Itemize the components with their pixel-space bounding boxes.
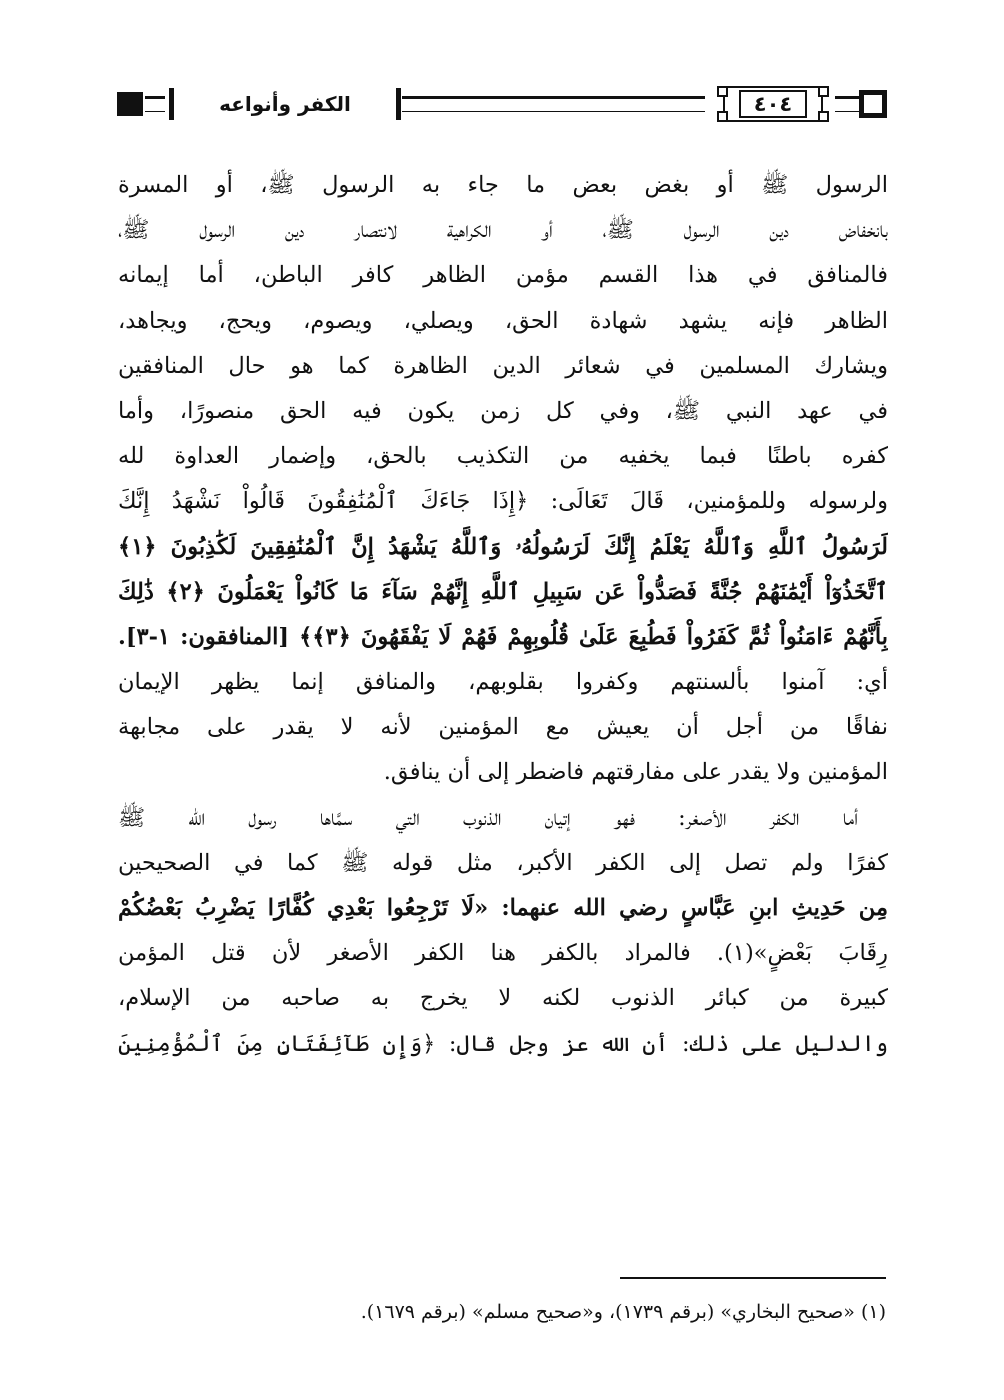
text-line: كبيرة من كبائر الذنوب لكنه لا يخرج به صاحبه من الإسلام، (118, 985, 888, 1012)
text-line: كفره باطنًا فبما يخفيه من التكذيب بالحق، وإضمار العداوة لله (118, 443, 888, 470)
header-ornament-right (859, 90, 887, 118)
text-line: بانخفاض دين الرسول ﷺ، أو الكراهية لانتصار دين الرسول ﷺ، (118, 217, 888, 244)
text-line: ويشارك المسلمين في شعائر الدين الظاهرة كما هو حال المنافقين (118, 352, 888, 379)
frame-corner-ornament (717, 86, 728, 97)
text-line: في عهد النبي ﷺ، وفي كل زمن يكون فيه الحق منصورًا، وأما (118, 397, 888, 424)
quran-verse-line: لَرَسُولُ ٱللَّهِ وَٱللَّهُ يَعْلَمُ إِنَّكَ لَرَسُولُهُۥ وَٱللَّهُ يَشْهَدُ إِنَّ ٱلْمُنَٰفِقِينَ لَكَٰذِبُونَ ﴿١﴾ (118, 533, 888, 560)
page-number: ٤٠٤ (753, 92, 793, 116)
hadith-line: مِن حَدِيثِ ابنِ عَبَّاسٍ رضي الله عنهما: «لَا تَرْجِعُوا بَعْدِي كُفَّارًا يَضْرِبُ بَعْضُكُمْ (118, 895, 888, 921)
header-bar (169, 88, 174, 120)
text-line: نفاقًا من أجل أن يعيش مع المؤمنين لأنه لا يقدر على مجابهة (118, 714, 888, 741)
frame-corner-ornament (717, 111, 728, 122)
running-header (117, 86, 887, 122)
footnote-separator (620, 1277, 886, 1279)
frame-corner-ornament (818, 86, 829, 97)
paragraph-first-line: أما الكفر الأصغر: فهو إتيان الذنوب التي سمَّاها رسول الله ﷺ (118, 804, 858, 831)
text-line: الرسول ﷺ أو بغض بعض ما جاء به الرسول ﷺ، أو المسرة (118, 172, 888, 198)
header-rule (145, 96, 165, 112)
header-ornament-left (117, 92, 143, 116)
frame-corner-ornament (818, 111, 829, 122)
text-line: فالمنافق في هذا القسم مؤمن الظاهر كافر الباطن، أما إيمانه (118, 262, 888, 289)
header-rule (402, 96, 705, 112)
text-line: الظاهر فإنه يشهد شهادة الحق، ويصلي، ويصوم، ويحج، ويجاهد، (118, 307, 888, 334)
text-line: المؤمنين ولا يقدر على مفارقتهم فاضطر إلى أن ينافق. (383, 759, 888, 786)
text-line: والدليل على ذلك: أن الله عز وجل قال: ﴿وَإِن طَآئِفَتَانِ مِنَ ٱلْمُؤْمِنِينَ (118, 1030, 888, 1057)
page-number-frame (717, 86, 829, 122)
text-line: أي: آمنوا بألسنتهم وكفروا بقلوبهم، والمنافق إنما يظهر الإيمان (118, 669, 888, 696)
text-line: ولرسوله وللمؤمنين، قَالَ تَعَالَى: ﴿إِذَا جَاءَكَ ٱلْمُنَٰفِقُونَ قَالُواْ نَشْهَدُ إِنَّكَ (118, 488, 888, 515)
page-body (118, 163, 888, 1067)
text-line: رِقَابَ بَعْضٍ»(١). فالمراد بالكفر هنا الكفر الأصغر لأن قتل المؤمن (118, 940, 888, 967)
header-bar (396, 88, 401, 120)
text-line: كفرًا ولم تصل إلى الكفر الأكبر، مثل قوله ﷺ كما في الصحيحين (118, 849, 888, 876)
quran-verse-line: ٱتَّخَذُوٓاْ أَيْمَٰنَهُمْ جُنَّةً فَصَدُّواْ عَن سَبِيلِ ٱللَّهِ إِنَّهُمْ سَآءَ مَا كَانُواْ يَعْمَلُونَ ﴿٢﴾ ذَٰلِكَ (118, 578, 888, 605)
quran-verse-line: بِأَنَّهُمْ ءَامَنُواْ ثُمَّ كَفَرُواْ فَطُبِعَ عَلَىٰ قُلُوبِهِمْ فَهُمْ لَا يَفْقَهُونَ ﴿٣﴾﴾ [المنافقون: ١-٣]. (118, 623, 888, 650)
footnote: (١) «صحيح البخاري» (برقم ١٧٣٩)، و«صحيح مسلم» (برقم ١٦٧٩). (360, 1301, 886, 1323)
chapter-title: الكفر وأنواعه (219, 92, 351, 116)
